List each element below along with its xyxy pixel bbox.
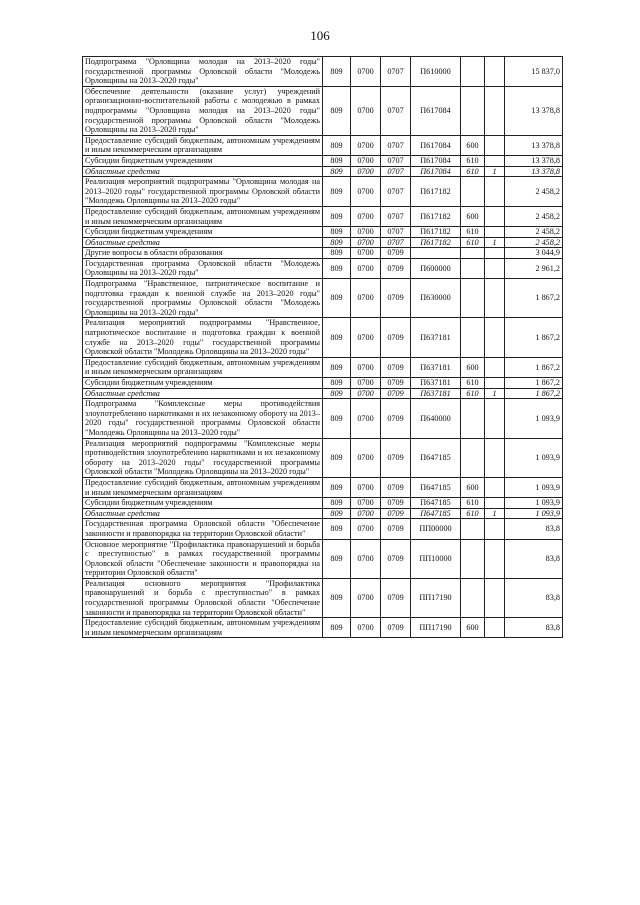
row-name-cell: Предоставление субсидий бюджетным, автономным учреждениям и иным некоммерческим организациям xyxy=(83,477,323,497)
subsection-code-cell: 0709 xyxy=(381,258,411,278)
ministry-code-cell: 809 xyxy=(323,519,351,539)
table-row xyxy=(83,318,563,357)
budget-table xyxy=(82,56,563,638)
section-code-cell: 0700 xyxy=(351,206,381,226)
section-code-cell: 0700 xyxy=(351,388,381,399)
section-code-cell: 0700 xyxy=(351,578,381,617)
ministry-code-cell: 809 xyxy=(323,279,351,318)
table-row xyxy=(83,539,563,578)
table-row xyxy=(83,578,563,617)
table-row xyxy=(83,388,563,399)
funding-source-cell xyxy=(485,279,505,318)
amount-cell: 1 867,2 xyxy=(505,388,563,399)
ministry-code-cell: 809 xyxy=(323,237,351,248)
target-article-cell: ПП17190 xyxy=(411,578,461,617)
table-row xyxy=(83,155,563,166)
amount-cell: 15 837,0 xyxy=(505,57,563,87)
ministry-code-cell: 809 xyxy=(323,258,351,278)
target-article-cell: П647185 xyxy=(411,508,461,519)
subsection-code-cell: 0707 xyxy=(381,206,411,226)
ministry-code-cell: 809 xyxy=(323,357,351,377)
section-code-cell: 0700 xyxy=(351,539,381,578)
amount-cell: 83,8 xyxy=(505,519,563,539)
amount-cell: 1 867,2 xyxy=(505,357,563,377)
section-code-cell: 0700 xyxy=(351,477,381,497)
ministry-code-cell: 809 xyxy=(323,578,351,617)
ministry-code-cell: 809 xyxy=(323,477,351,497)
section-code-cell: 0700 xyxy=(351,135,381,155)
subsection-code-cell: 0707 xyxy=(381,237,411,248)
expense-type-cell: 610 xyxy=(461,227,485,238)
table-row xyxy=(83,177,563,207)
expense-type-cell: 610 xyxy=(461,237,485,248)
section-code-cell: 0700 xyxy=(351,438,381,477)
ministry-code-cell: 809 xyxy=(323,618,351,638)
subsection-code-cell: 0709 xyxy=(381,618,411,638)
table-row xyxy=(83,248,563,259)
table-row xyxy=(83,166,563,177)
expense-type-cell xyxy=(461,57,485,87)
table-row xyxy=(83,227,563,238)
section-code-cell: 0700 xyxy=(351,166,381,177)
amount-cell: 13 378,8 xyxy=(505,166,563,177)
funding-source-cell xyxy=(485,206,505,226)
funding-source-cell xyxy=(485,618,505,638)
funding-source-cell: 1 xyxy=(485,237,505,248)
row-name-cell: Подпрограмма "Нравственное, патриотическое воспитание и подготовка граждан к военной службе на 2013–2020 годы" государственной программы Орловской области "Молодежь Орловщины на 2013–2020 годы" xyxy=(83,279,323,318)
row-name-cell: Областные средства xyxy=(83,508,323,519)
row-name-cell: Другие вопросы в области образования xyxy=(83,248,323,259)
row-name-cell: Государственная программа Орловской области "Обеспечение законности и правопорядка на территории Орловской области" xyxy=(83,519,323,539)
row-name-cell: Реализация мероприятий подпрограммы "Орловщина молодая на 2013–2020 годы" государственной программы Орловской области "Молодежь Орловщины на 2013–2020 годы" xyxy=(83,177,323,207)
target-article-cell: П640000 xyxy=(411,399,461,438)
amount-cell: 1 093,9 xyxy=(505,399,563,438)
subsection-code-cell: 0709 xyxy=(381,438,411,477)
row-name-cell: Областные средства xyxy=(83,237,323,248)
subsection-code-cell: 0707 xyxy=(381,86,411,135)
subsection-code-cell: 0709 xyxy=(381,399,411,438)
target-article-cell: П617084 xyxy=(411,86,461,135)
expense-type-cell: 610 xyxy=(461,388,485,399)
expense-type-cell xyxy=(461,438,485,477)
funding-source-cell xyxy=(485,578,505,617)
expense-type-cell: 600 xyxy=(461,477,485,497)
amount-cell: 13 378,8 xyxy=(505,86,563,135)
page-number: 106 xyxy=(310,28,330,43)
expense-type-cell: 610 xyxy=(461,155,485,166)
funding-source-cell xyxy=(485,438,505,477)
row-name-cell: Реализация основного мероприятия "Профилактика правонарушений и борьба с преступностью" в рамках государственной программы Орловской области "Обеспечение законности и правопорядка на территории Орловской области" xyxy=(83,578,323,617)
row-name-cell: Предоставление субсидий бюджетным, автономным учреждениям и иным некоммерческим организациям xyxy=(83,135,323,155)
ministry-code-cell: 809 xyxy=(323,155,351,166)
subsection-code-cell: 0709 xyxy=(381,498,411,509)
table-row xyxy=(83,135,563,155)
row-name-cell: Предоставление субсидий бюджетным, автономным учреждениям и иным некоммерческим организациям xyxy=(83,618,323,638)
expense-type-cell xyxy=(461,279,485,318)
row-name-cell: Областные средства xyxy=(83,166,323,177)
table-row xyxy=(83,477,563,497)
amount-cell: 13 378,8 xyxy=(505,135,563,155)
target-article-cell: П617084 xyxy=(411,155,461,166)
expense-type-cell xyxy=(461,539,485,578)
subsection-code-cell: 0707 xyxy=(381,177,411,207)
funding-source-cell xyxy=(485,135,505,155)
funding-source-cell xyxy=(485,539,505,578)
ministry-code-cell: 809 xyxy=(323,135,351,155)
target-article-cell: П617182 xyxy=(411,177,461,207)
table-row xyxy=(83,498,563,509)
amount-cell: 83,8 xyxy=(505,578,563,617)
section-code-cell: 0700 xyxy=(351,618,381,638)
section-code-cell: 0700 xyxy=(351,519,381,539)
section-code-cell: 0700 xyxy=(351,357,381,377)
target-article-cell: ПП17190 xyxy=(411,618,461,638)
ministry-code-cell: 809 xyxy=(323,388,351,399)
funding-source-cell xyxy=(485,519,505,539)
expense-type-cell xyxy=(461,399,485,438)
funding-source-cell xyxy=(485,399,505,438)
expense-type-cell xyxy=(461,519,485,539)
funding-source-cell xyxy=(485,227,505,238)
ministry-code-cell: 809 xyxy=(323,318,351,357)
table-row xyxy=(83,438,563,477)
target-article-cell: П617084 xyxy=(411,135,461,155)
ministry-code-cell: 809 xyxy=(323,177,351,207)
section-code-cell: 0700 xyxy=(351,237,381,248)
subsection-code-cell: 0709 xyxy=(381,519,411,539)
section-code-cell: 0700 xyxy=(351,399,381,438)
row-name-cell: Реализация мероприятий подпрограммы "Нравственное, патриотическое воспитание и подготовка граждан к военной службе на 2013–2020 годы" государственной программы Орловской области "Молодежь Орловщины на 2013–2020 годы" xyxy=(83,318,323,357)
amount-cell: 1 093,9 xyxy=(505,498,563,509)
table-row xyxy=(83,206,563,226)
amount-cell: 3 044,9 xyxy=(505,248,563,259)
funding-source-cell xyxy=(485,357,505,377)
target-article-cell: П637181 xyxy=(411,388,461,399)
expense-type-cell: 600 xyxy=(461,618,485,638)
budget-table-body xyxy=(83,57,563,638)
amount-cell: 2 961,2 xyxy=(505,258,563,278)
section-code-cell: 0700 xyxy=(351,86,381,135)
row-name-cell: Субсидии бюджетным учреждениям xyxy=(83,498,323,509)
expense-type-cell: 610 xyxy=(461,498,485,509)
funding-source-cell xyxy=(485,86,505,135)
section-code-cell: 0700 xyxy=(351,498,381,509)
funding-source-cell xyxy=(485,155,505,166)
subsection-code-cell: 0709 xyxy=(381,388,411,399)
row-name-cell: Государственная программа Орловской области "Молодежь Орловщины на 2013–2020 годы" xyxy=(83,258,323,278)
funding-source-cell: 1 xyxy=(485,508,505,519)
subsection-code-cell: 0709 xyxy=(381,539,411,578)
row-name-cell: Подпрограмма "Комплексные меры противодействия злоупотреблению наркотиками и их незаконному обороту на 2013–2020 годы" государственной программы Орловской области "Молодежь Орловщины на 2013–2020 годы" xyxy=(83,399,323,438)
amount-cell: 2 458,2 xyxy=(505,237,563,248)
row-name-cell: Реализация мероприятий подпрограммы "Комплексные меры противодействия злоупотреблению наркотиками и их незаконному обороту на 2013–2020 годы" государственной программы Орловской области "Молодежь Орловщины на 2013–2020 годы" xyxy=(83,438,323,477)
amount-cell: 1 867,2 xyxy=(505,318,563,357)
expense-type-cell xyxy=(461,177,485,207)
section-code-cell: 0700 xyxy=(351,248,381,259)
expense-type-cell: 610 xyxy=(461,378,485,389)
row-name-cell: Основное мероприятие "Профилактика правонарушений и борьба с преступностью" в рамках государственной программы Орловской области "Обеспечение законности и правопорядка на территории Орловской области" xyxy=(83,539,323,578)
table-row xyxy=(83,378,563,389)
expense-type-cell xyxy=(461,318,485,357)
target-article-cell: ПП00000 xyxy=(411,519,461,539)
row-name-cell: Обеспечение деятельности (оказание услуг) учреждений организационно-воспитательной работы с молодежью в рамках подпрограммы "Орловщина молодая на 2013–2020 годы" государственной программы Орловской области "Молодежь Орловщины на 2013–2020 годы" xyxy=(83,86,323,135)
row-name-cell: Областные средства xyxy=(83,388,323,399)
target-article-cell: П647185 xyxy=(411,498,461,509)
subsection-code-cell: 0709 xyxy=(381,357,411,377)
funding-source-cell xyxy=(485,378,505,389)
funding-source-cell xyxy=(485,258,505,278)
target-article-cell: П647185 xyxy=(411,438,461,477)
table-row xyxy=(83,279,563,318)
ministry-code-cell: 809 xyxy=(323,399,351,438)
section-code-cell: 0700 xyxy=(351,378,381,389)
subsection-code-cell: 0707 xyxy=(381,227,411,238)
amount-cell: 1 093,9 xyxy=(505,508,563,519)
ministry-code-cell: 809 xyxy=(323,508,351,519)
funding-source-cell xyxy=(485,318,505,357)
funding-source-cell xyxy=(485,57,505,87)
funding-source-cell xyxy=(485,248,505,259)
row-name-cell: Субсидии бюджетным учреждениям xyxy=(83,227,323,238)
table-row xyxy=(83,57,563,87)
ministry-code-cell: 809 xyxy=(323,227,351,238)
subsection-code-cell: 0707 xyxy=(381,135,411,155)
ministry-code-cell: 809 xyxy=(323,438,351,477)
subsection-code-cell: 0707 xyxy=(381,166,411,177)
target-article-cell xyxy=(411,248,461,259)
target-article-cell: П630000 xyxy=(411,279,461,318)
amount-cell: 13 378,8 xyxy=(505,155,563,166)
amount-cell: 1 867,2 xyxy=(505,378,563,389)
expense-type-cell xyxy=(461,86,485,135)
subsection-code-cell: 0709 xyxy=(381,378,411,389)
subsection-code-cell: 0709 xyxy=(381,248,411,259)
ministry-code-cell: 809 xyxy=(323,166,351,177)
target-article-cell: П637181 xyxy=(411,357,461,377)
expense-type-cell: 610 xyxy=(461,166,485,177)
row-name-cell: Субсидии бюджетным учреждениям xyxy=(83,155,323,166)
funding-source-cell xyxy=(485,177,505,207)
expense-type-cell xyxy=(461,248,485,259)
expense-type-cell: 600 xyxy=(461,206,485,226)
subsection-code-cell: 0709 xyxy=(381,508,411,519)
target-article-cell: П637181 xyxy=(411,378,461,389)
table-row xyxy=(83,618,563,638)
target-article-cell: П637181 xyxy=(411,318,461,357)
funding-source-cell: 1 xyxy=(485,166,505,177)
table-row xyxy=(83,399,563,438)
row-name-cell: Предоставление субсидий бюджетным, автономным учреждениям и иным некоммерческим организациям xyxy=(83,206,323,226)
ministry-code-cell: 809 xyxy=(323,539,351,578)
table-row xyxy=(83,258,563,278)
funding-source-cell: 1 xyxy=(485,388,505,399)
target-article-cell: П610000 xyxy=(411,57,461,87)
section-code-cell: 0700 xyxy=(351,227,381,238)
table-row xyxy=(83,357,563,377)
target-article-cell: П617084 xyxy=(411,166,461,177)
subsection-code-cell: 0709 xyxy=(381,318,411,357)
expense-type-cell: 600 xyxy=(461,357,485,377)
subsection-code-cell: 0707 xyxy=(381,57,411,87)
table-row xyxy=(83,519,563,539)
amount-cell: 83,8 xyxy=(505,539,563,578)
target-article-cell: П617182 xyxy=(411,206,461,226)
expense-type-cell xyxy=(461,258,485,278)
subsection-code-cell: 0709 xyxy=(381,477,411,497)
ministry-code-cell: 809 xyxy=(323,378,351,389)
expense-type-cell: 610 xyxy=(461,508,485,519)
section-code-cell: 0700 xyxy=(351,177,381,207)
expense-type-cell: 600 xyxy=(461,135,485,155)
subsection-code-cell: 0707 xyxy=(381,155,411,166)
amount-cell: 1 093,9 xyxy=(505,477,563,497)
funding-source-cell xyxy=(485,477,505,497)
funding-source-cell xyxy=(485,498,505,509)
amount-cell: 2 458,2 xyxy=(505,177,563,207)
ministry-code-cell: 809 xyxy=(323,86,351,135)
ministry-code-cell: 809 xyxy=(323,206,351,226)
target-article-cell: П600000 xyxy=(411,258,461,278)
table-row xyxy=(83,508,563,519)
amount-cell: 1 867,2 xyxy=(505,279,563,318)
row-name-cell: Подпрограмма "Орловщина молодая на 2013–2020 годы" государственной программы Орловской области "Молодежь Орловщины на 2013–2020 годы" xyxy=(83,57,323,87)
table-row xyxy=(83,237,563,248)
ministry-code-cell: 809 xyxy=(323,498,351,509)
section-code-cell: 0700 xyxy=(351,258,381,278)
target-article-cell: ПП10000 xyxy=(411,539,461,578)
section-code-cell: 0700 xyxy=(351,279,381,318)
amount-cell: 83,8 xyxy=(505,618,563,638)
ministry-code-cell: 809 xyxy=(323,248,351,259)
section-code-cell: 0700 xyxy=(351,57,381,87)
amount-cell: 2 458,2 xyxy=(505,206,563,226)
row-name-cell: Субсидии бюджетным учреждениям xyxy=(83,378,323,389)
section-code-cell: 0700 xyxy=(351,508,381,519)
ministry-code-cell: 809 xyxy=(323,57,351,87)
subsection-code-cell: 0709 xyxy=(381,279,411,318)
target-article-cell: П617182 xyxy=(411,227,461,238)
expense-type-cell xyxy=(461,578,485,617)
section-code-cell: 0700 xyxy=(351,318,381,357)
section-code-cell: 0700 xyxy=(351,155,381,166)
subsection-code-cell: 0709 xyxy=(381,578,411,617)
amount-cell: 1 093,9 xyxy=(505,438,563,477)
amount-cell: 2 458,2 xyxy=(505,227,563,238)
target-article-cell: П617182 xyxy=(411,237,461,248)
target-article-cell: П647185 xyxy=(411,477,461,497)
table-row xyxy=(83,86,563,135)
row-name-cell: Предоставление субсидий бюджетным, автономным учреждениям и иным некоммерческим организациям xyxy=(83,357,323,377)
